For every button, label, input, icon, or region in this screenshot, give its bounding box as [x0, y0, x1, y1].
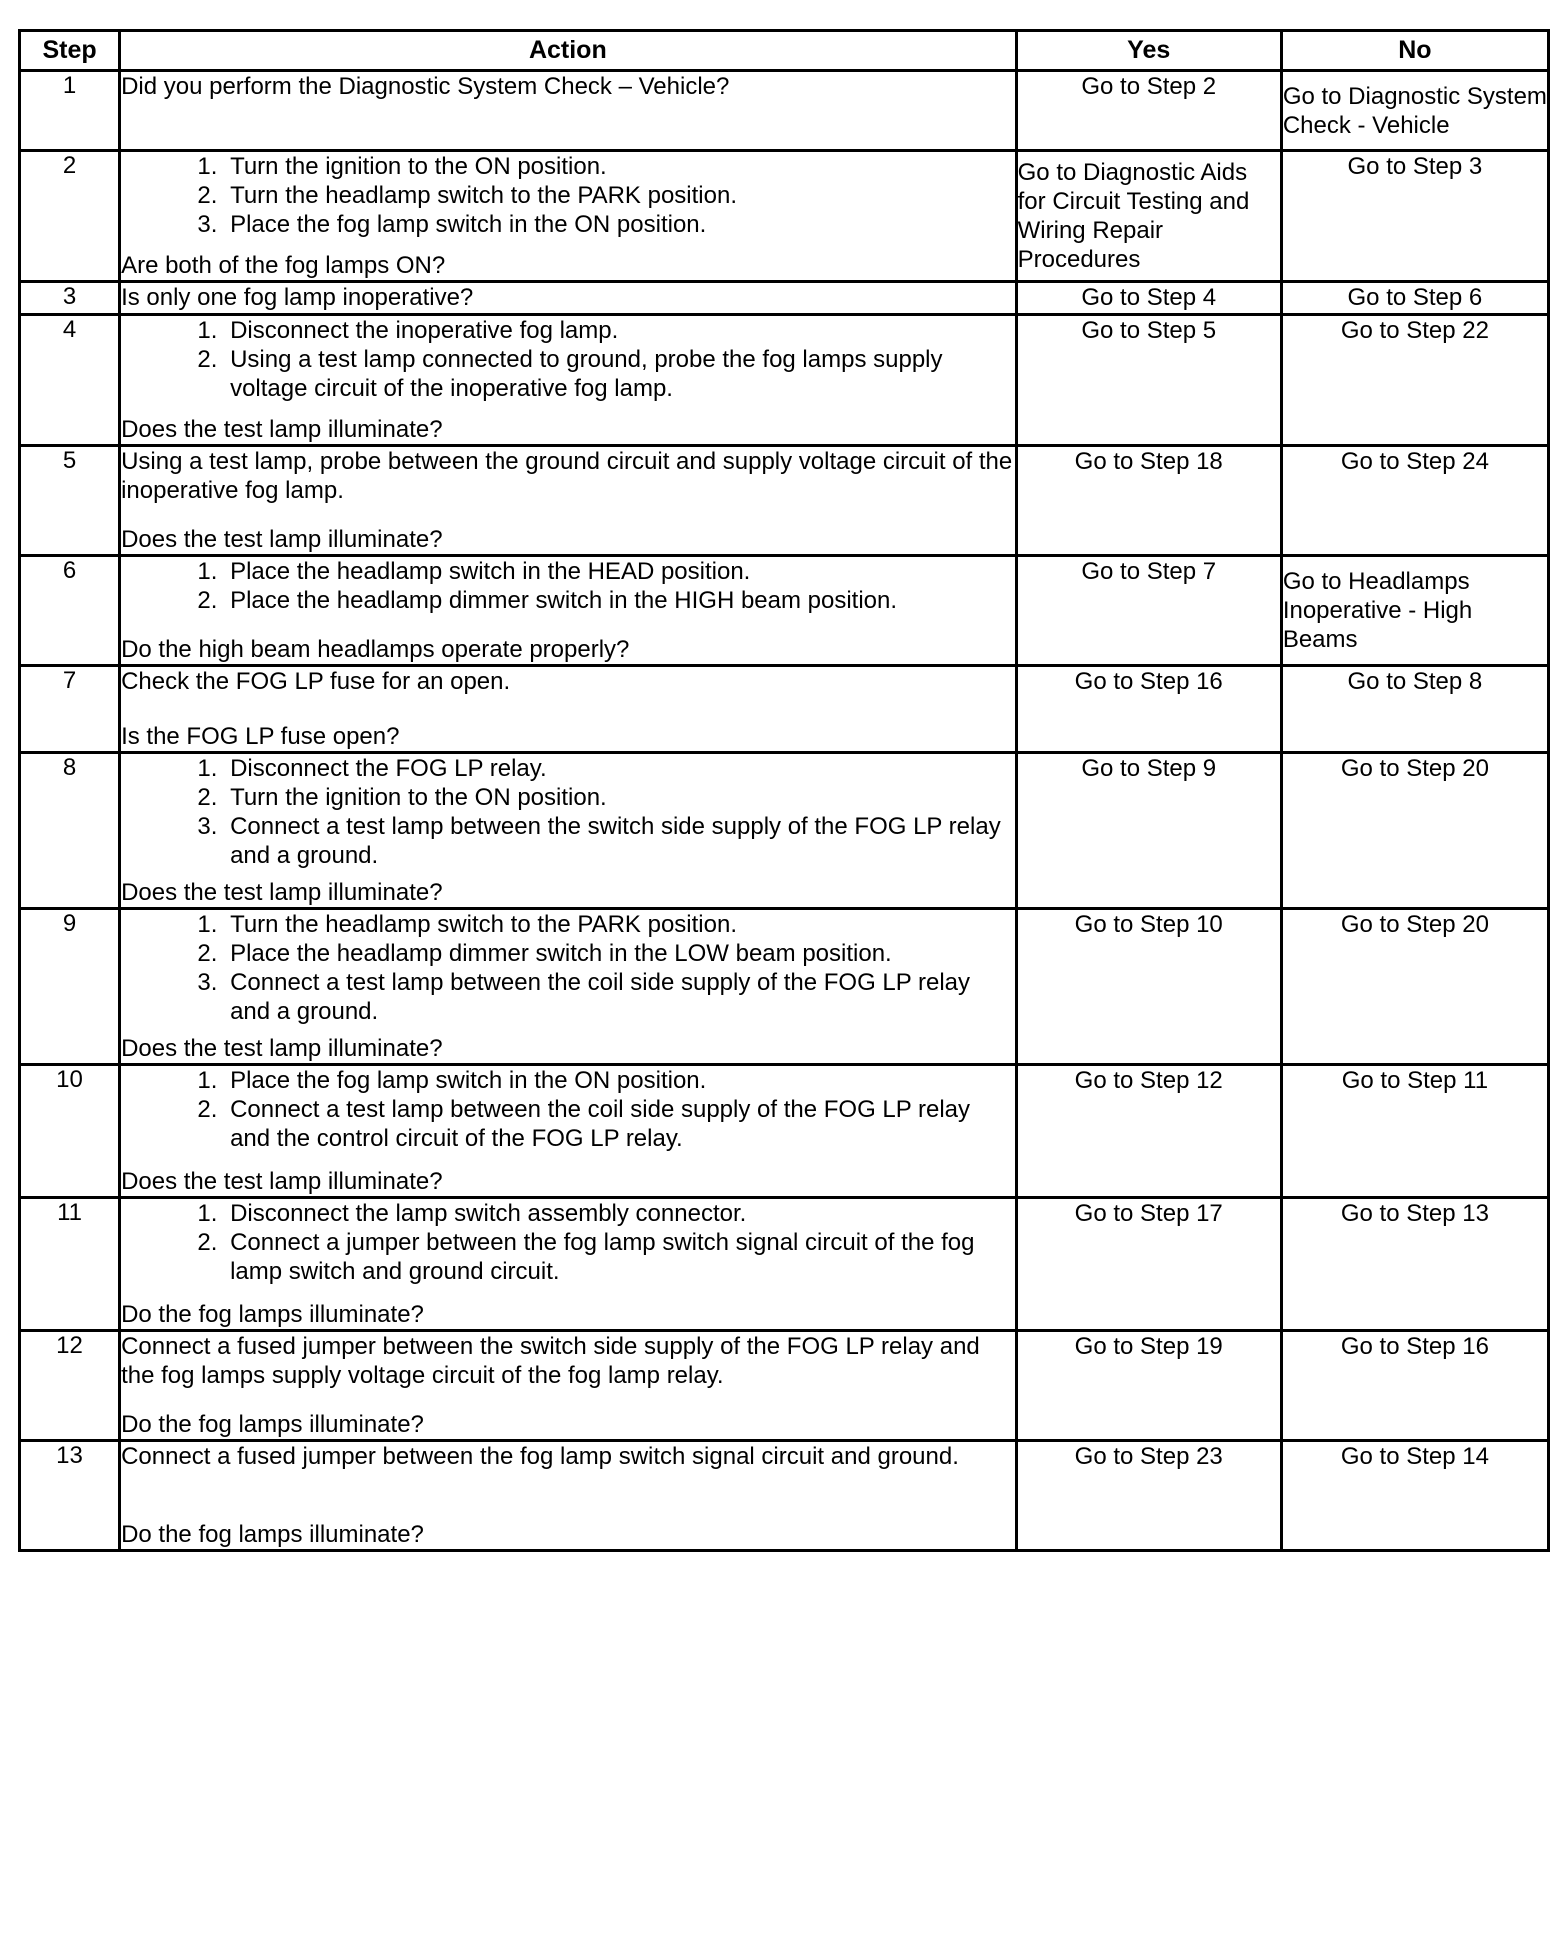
action-question: Do the high beam headlamps operate properly?: [121, 636, 630, 663]
step-number: 1: [20, 71, 120, 151]
step-number: 9: [20, 909, 120, 1065]
action-question: Do the fog lamps illuminate?: [121, 1521, 424, 1548]
procedure-list: [121, 152, 1015, 239]
action-content: [121, 754, 1015, 907]
step-number: 4: [20, 315, 120, 446]
no-outcome: Go to Step 11: [1281, 1065, 1548, 1198]
yes-outcome: Go to Step 19: [1016, 1331, 1281, 1441]
action-text: Did you perform the Diagnostic System Check – Vehicle?: [121, 73, 730, 100]
no-outcome: Go to Step 13: [1281, 1198, 1548, 1331]
procedure-list: [121, 754, 1015, 870]
header-yes: Yes: [1016, 31, 1281, 71]
action-instructions: [121, 283, 1015, 312]
yes-outcome: Go to Step 7: [1016, 556, 1281, 666]
action-content: [121, 72, 1015, 149]
procedure-step: 1. Turn the ignition to the ON position.: [224, 152, 1015, 181]
action-cell: [120, 909, 1017, 1065]
table-row: [20, 556, 1549, 666]
action-question: Does the test lamp illuminate?: [121, 1168, 443, 1195]
action-cell: [120, 1441, 1017, 1551]
procedure-list: [121, 910, 1015, 1026]
procedure-step: 1. Disconnect the inoperative fog lamp.: [224, 316, 1015, 345]
yes-outcome: Go to Step 17: [1016, 1198, 1281, 1331]
yes-outcome: Go to Step 5: [1016, 315, 1281, 446]
step-number: 6: [20, 556, 120, 666]
step-number: 2: [20, 151, 120, 282]
procedure-step: 1. Disconnect the lamp switch assembly connector.: [224, 1199, 1015, 1228]
action-content: [121, 1332, 1015, 1439]
yes-outcome: Go to Step 18: [1016, 446, 1281, 556]
action-question: Does the test lamp illuminate?: [121, 1035, 443, 1062]
no-outcome: Go to Step 14: [1281, 1441, 1548, 1551]
action-question: Do the fog lamps illuminate?: [121, 1301, 424, 1328]
action-instructions: [121, 152, 1015, 239]
action-cell: [120, 282, 1017, 315]
step-number: 8: [20, 753, 120, 909]
action-content: [121, 1199, 1015, 1329]
table-row: [20, 1198, 1549, 1331]
action-instructions: [121, 667, 1015, 696]
action-content: [121, 283, 1015, 313]
yes-outcome: Go to Step 4: [1016, 282, 1281, 315]
action-instructions: [121, 316, 1015, 403]
step-number: 13: [20, 1441, 120, 1551]
no-outcome: Go to Step 20: [1281, 909, 1548, 1065]
action-instructions: [121, 447, 1015, 505]
procedure-step: 1. Disconnect the FOG LP relay.: [224, 754, 1015, 783]
table-row: [20, 1331, 1549, 1441]
no-outcome: Go to Diagnostic System Check - Vehicle: [1281, 71, 1548, 151]
yes-outcome: Go to Step 23: [1016, 1441, 1281, 1551]
action-cell: [120, 753, 1017, 909]
no-outcome: Go to Step 16: [1281, 1331, 1548, 1441]
action-content: [121, 1442, 1015, 1549]
action-content: [121, 152, 1015, 280]
procedure-step: 1. Turn the headlamp switch to the PARK position.: [224, 910, 1015, 939]
no-outcome: Go to Step 20: [1281, 753, 1548, 909]
action-content: [121, 447, 1015, 554]
action-question: Are both of the fog lamps ON?: [121, 252, 446, 279]
procedure-step: 2. Place the headlamp dimmer switch in the LOW beam position.: [224, 939, 1015, 968]
action-cell: [120, 151, 1017, 282]
table-row: [20, 446, 1549, 556]
procedure-list: [121, 557, 1015, 615]
action-text: Connect a fused jumper between the fog lamp switch signal circuit and ground.: [121, 1443, 959, 1470]
step-number: 3: [20, 282, 120, 315]
action-content: [121, 667, 1015, 751]
action-cell: [120, 1065, 1017, 1198]
action-question: Is the FOG LP fuse open?: [121, 723, 400, 750]
action-text: Using a test lamp, probe between the ground circuit and supply voltage circuit of the inoperative fog lamp.: [121, 448, 1013, 504]
procedure-step: 3. Connect a test lamp between the coil side supply of the FOG LP relay and a ground.: [224, 968, 1015, 1026]
header-action: Action: [120, 31, 1017, 71]
procedure-step: 2. Turn the headlamp switch to the PARK position.: [224, 181, 1015, 210]
no-outcome: Go to Step 22: [1281, 315, 1548, 446]
action-cell: [120, 1198, 1017, 1331]
action-instructions: [121, 557, 1015, 615]
header-row: [20, 31, 1549, 71]
action-instructions: [121, 1066, 1015, 1153]
procedure-step: 1. Place the headlamp switch in the HEAD position.: [224, 557, 1015, 586]
action-question: Does the test lamp illuminate?: [121, 416, 443, 443]
procedure-list: [121, 1066, 1015, 1153]
action-text: Check the FOG LP fuse for an open.: [121, 668, 511, 695]
no-outcome: Go to Step 8: [1281, 666, 1548, 753]
diagnostic-table: [18, 29, 1550, 1552]
procedure-step: 3. Place the fog lamp switch in the ON position.: [224, 210, 1015, 239]
no-outcome: Go to Step 6: [1281, 282, 1548, 315]
step-number: 5: [20, 446, 120, 556]
action-cell: [120, 315, 1017, 446]
action-cell: [120, 556, 1017, 666]
header-no: No: [1281, 31, 1548, 71]
action-instructions: [121, 1442, 1015, 1471]
action-cell: [120, 71, 1017, 151]
yes-outcome: Go to Diagnostic Aids for Circuit Testing and Wiring Repair Procedures: [1016, 151, 1281, 282]
action-question: Do the fog lamps illuminate?: [121, 1411, 424, 1438]
no-outcome: Go to Step 24: [1281, 446, 1548, 556]
table-row: [20, 315, 1549, 446]
header-step: Step: [20, 31, 120, 71]
action-cell: [120, 446, 1017, 556]
procedure-step: 2. Connect a jumper between the fog lamp switch signal circuit of the fog lamp switch and ground circuit.: [224, 1228, 1015, 1286]
table-row: [20, 753, 1549, 909]
step-number: 12: [20, 1331, 120, 1441]
table-row: [20, 1065, 1549, 1198]
yes-outcome: Go to Step 2: [1016, 71, 1281, 151]
action-cell: [120, 666, 1017, 753]
table-row: [20, 909, 1549, 1065]
no-outcome: Go to Step 3: [1281, 151, 1548, 282]
table-row: [20, 1441, 1549, 1551]
procedure-step: 1. Place the fog lamp switch in the ON position.: [224, 1066, 1015, 1095]
no-outcome: Go to Headlamps Inoperative - High Beams: [1281, 556, 1548, 666]
yes-outcome: Go to Step 16: [1016, 666, 1281, 753]
step-number: 11: [20, 1198, 120, 1331]
table-row: [20, 666, 1549, 753]
procedure-step: 3. Connect a test lamp between the switch side supply of the FOG LP relay and a ground.: [224, 812, 1015, 870]
procedure-step: 2. Place the headlamp dimmer switch in the HIGH beam position.: [224, 586, 1015, 615]
action-instructions: [121, 910, 1015, 1026]
step-number: 10: [20, 1065, 120, 1198]
action-content: [121, 316, 1015, 444]
table-row: [20, 151, 1549, 282]
yes-outcome: Go to Step 9: [1016, 753, 1281, 909]
table-row: [20, 282, 1549, 315]
procedure-step: 2. Connect a test lamp between the coil side supply of the FOG LP relay and the control circuit of the FOG LP relay.: [224, 1095, 1015, 1153]
action-content: [121, 1066, 1015, 1196]
step-number: 7: [20, 666, 120, 753]
table-row: [20, 71, 1549, 151]
yes-outcome: Go to Step 12: [1016, 1065, 1281, 1198]
action-instructions: [121, 72, 1015, 101]
action-content: [121, 910, 1015, 1063]
action-instructions: [121, 1332, 1015, 1390]
action-instructions: [121, 1199, 1015, 1286]
procedure-step: 2. Using a test lamp connected to ground, probe the fog lamps supply voltage circuit of the inoperative fog lamp.: [224, 345, 1015, 403]
action-question: Does the test lamp illuminate?: [121, 879, 443, 906]
procedure-step: 2. Turn the ignition to the ON position.: [224, 783, 1015, 812]
procedure-list: [121, 316, 1015, 403]
action-question: Does the test lamp illuminate?: [121, 526, 443, 553]
action-content: [121, 557, 1015, 664]
action-text: Is only one fog lamp inoperative?: [121, 284, 474, 311]
action-instructions: [121, 754, 1015, 870]
yes-outcome: Go to Step 10: [1016, 909, 1281, 1065]
procedure-list: [121, 1199, 1015, 1286]
action-cell: [120, 1331, 1017, 1441]
action-text: Connect a fused jumper between the switch side supply of the FOG LP relay and the fog lamps supply voltage circuit of the fog lamp relay.: [121, 1333, 980, 1389]
